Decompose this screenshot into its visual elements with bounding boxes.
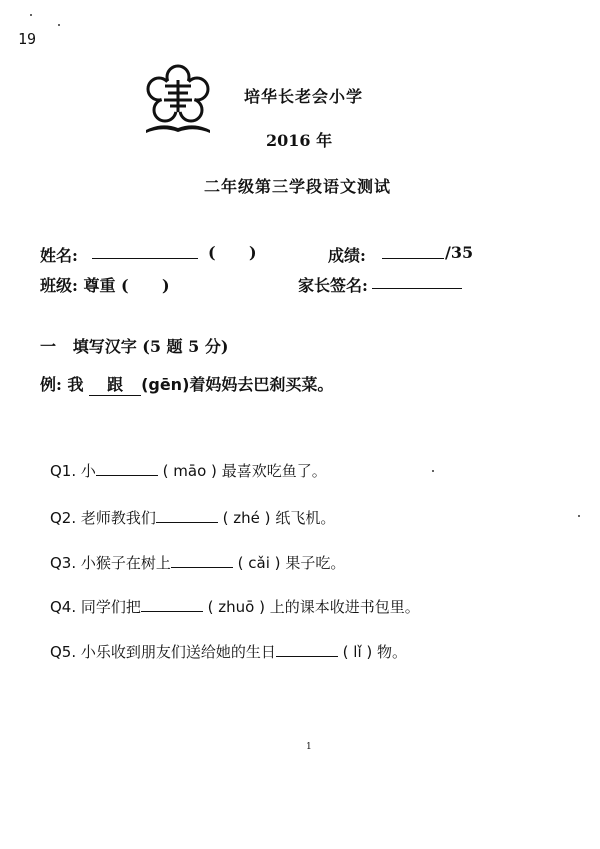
exam-title: 二年级第三学段语文测试: [204, 177, 392, 196]
question-pinyin: ( cǎi ): [237, 554, 281, 572]
example-line: [40, 372, 333, 396]
question-pinyin: ( zhé ): [222, 509, 271, 527]
scan-speck: [578, 515, 580, 517]
seat-number-paren: ( ): [208, 243, 257, 262]
parent-signature-label: 家长签名:: [298, 276, 368, 295]
scan-speck: [432, 470, 434, 472]
name-field[interactable]: [92, 244, 198, 259]
school-logo-icon: [140, 62, 216, 138]
question-suffix: 上的课本收进书包里。: [269, 598, 420, 616]
score-label: 成绩:: [328, 246, 366, 265]
name-label: 姓名:: [40, 246, 78, 265]
example-suffix: 着妈妈去巴刹买菜。: [189, 375, 334, 394]
section-heading: 一 填写汉字 (5 题 5 分): [40, 337, 229, 356]
class-label: 班级: 尊重 ( ): [40, 276, 170, 295]
question-pinyin: ( māo ): [162, 462, 217, 480]
question-5: [50, 641, 407, 662]
question-prefix: Q3. 小猴子在树上: [50, 554, 171, 572]
scan-speck: [58, 24, 60, 26]
score-total: /35: [445, 243, 474, 262]
exam-year: 2016 年: [266, 131, 333, 150]
question-suffix: 最喜欢吃鱼了。: [221, 462, 327, 480]
question-prefix: Q2. 老师教我们: [50, 509, 156, 527]
question-4: [50, 596, 420, 617]
question-2: [50, 507, 335, 528]
question-1: [50, 460, 327, 481]
answer-blank[interactable]: [156, 508, 218, 523]
example-prefix: 例: 我: [40, 375, 84, 394]
question-prefix: Q5. 小乐收到朋友们送给她的生日: [50, 643, 276, 661]
example-answer: 跟: [89, 372, 141, 396]
question-suffix: 纸飞机。: [275, 509, 336, 527]
question-prefix: Q1. 小: [50, 462, 96, 480]
answer-blank[interactable]: [171, 553, 233, 568]
question-suffix: 果子吃。: [285, 554, 346, 572]
answer-blank[interactable]: [141, 597, 203, 612]
parent-signature-field[interactable]: [372, 274, 462, 289]
question-prefix: Q4. 同学们把: [50, 598, 141, 616]
school-name: 培华长老会小学: [244, 87, 364, 106]
answer-blank[interactable]: [276, 642, 338, 657]
example-pinyin: (gēn): [141, 375, 190, 394]
question-pinyin: ( lǐ ): [342, 643, 373, 661]
answer-blank[interactable]: [96, 461, 158, 476]
question-pinyin: ( zhuō ): [207, 598, 265, 616]
page-number: 1: [306, 742, 312, 752]
score-field[interactable]: [382, 244, 444, 259]
handwritten-page-mark: 19: [18, 30, 37, 48]
question-3: [50, 552, 345, 573]
scan-speck: [30, 14, 32, 16]
question-suffix: 物。: [377, 643, 408, 661]
